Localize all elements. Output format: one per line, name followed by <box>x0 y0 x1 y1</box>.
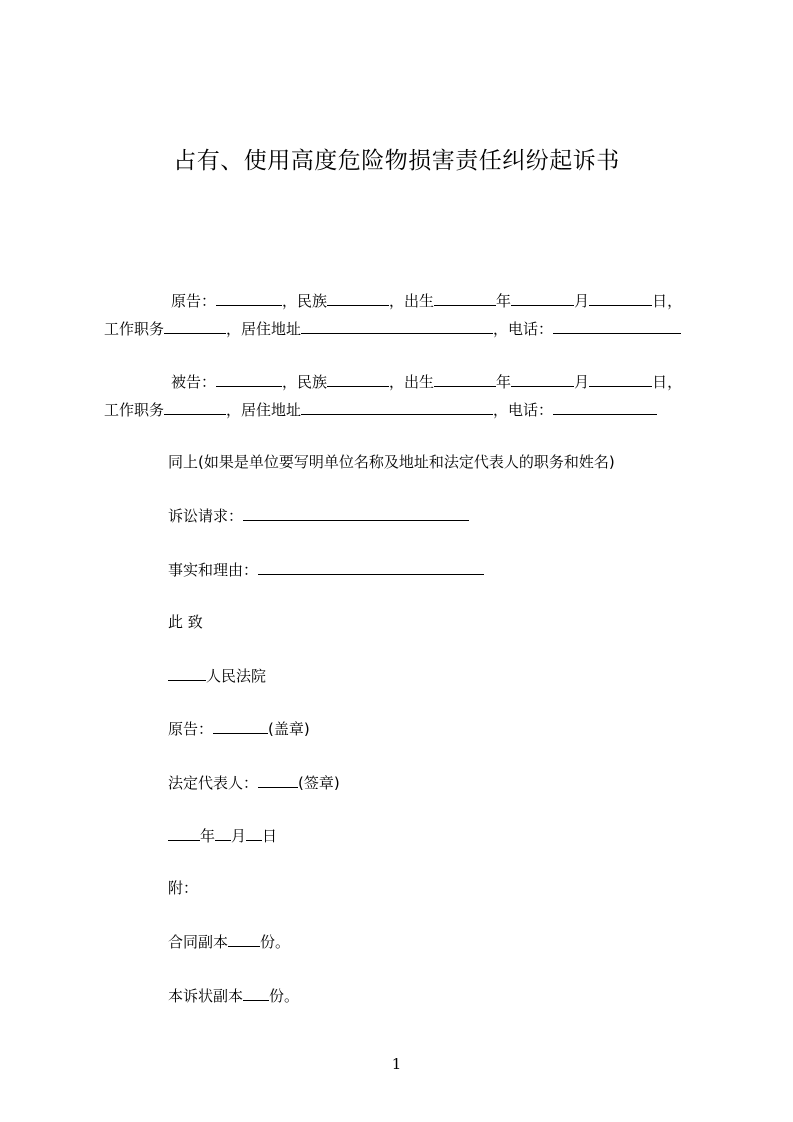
date-day-blank[interactable] <box>246 825 262 841</box>
attachment-label: 附： <box>168 879 199 897</box>
complaint-copy-label: 本诉状副本 <box>168 987 244 1005</box>
defendant-job-blank[interactable] <box>164 399 226 415</box>
plaintiff-birth-month-blank[interactable] <box>511 290 574 306</box>
contract-copy-line <box>168 931 290 952</box>
date-month-label: 月 <box>231 827 247 845</box>
sign-plaintiff-blank[interactable] <box>213 718 268 734</box>
facts-line <box>168 559 484 580</box>
plaintiff-line-2 <box>104 318 681 339</box>
court-label: 人民法院 <box>206 667 267 685</box>
plaintiff-job-label: 工作职务 <box>104 320 165 338</box>
legal-rep-blank[interactable] <box>258 772 298 788</box>
plaintiff-name-blank[interactable] <box>216 290 282 306</box>
defendant-ethnicity-blank[interactable] <box>327 371 389 387</box>
page-number: 1 <box>391 1055 402 1073</box>
sign-plaintiff-label: 原告： <box>168 720 214 738</box>
claims-label: 诉讼请求： <box>168 507 244 525</box>
legal-rep-line <box>168 772 340 793</box>
plaintiff-birth-label: ，出生 <box>389 292 435 310</box>
plaintiff-address-blank[interactable] <box>301 318 493 334</box>
defendant-job-label: 工作职务 <box>104 401 165 419</box>
defendant-birth-year-blank[interactable] <box>434 371 496 387</box>
contract-copy-label: 合同副本 <box>168 933 229 951</box>
plaintiff-job-blank[interactable] <box>164 318 226 334</box>
defendant-ethnicity-label: ，民族 <box>282 373 328 391</box>
defendant-year-label: 年 <box>496 373 512 391</box>
defendant-phone-blank[interactable] <box>553 399 657 415</box>
defendant-address-label: ，居住地址 <box>226 401 302 419</box>
note-line: 同上(如果是单位要写明单位名称及地址和法定代表人的职务和姓名) <box>168 453 615 471</box>
complaint-copy-unit: 份。 <box>269 987 300 1005</box>
contract-copy-unit: 份。 <box>260 933 291 951</box>
plaintiff-label: 原告： <box>171 292 217 310</box>
defendant-birth-month-blank[interactable] <box>511 371 574 387</box>
defendant-line-1 <box>171 371 682 392</box>
plaintiff-phone-label: ，电话： <box>493 320 554 338</box>
defendant-line-2 <box>104 399 657 420</box>
date-year-blank[interactable] <box>168 825 200 841</box>
defendant-month-label: 月 <box>574 373 590 391</box>
plaintiff-phone-blank[interactable] <box>553 318 681 334</box>
plaintiff-signature-line <box>168 718 310 739</box>
date-day-label: 日 <box>262 827 278 845</box>
defendant-phone-label: ，电话： <box>493 401 554 419</box>
legal-rep-stamp: (签章) <box>298 774 340 792</box>
plaintiff-year-label: 年 <box>496 292 512 310</box>
legal-rep-label: 法定代表人： <box>168 774 259 792</box>
defendant-birth-label: ，出生 <box>389 373 435 391</box>
sign-plaintiff-stamp: (盖章) <box>268 720 310 738</box>
plaintiff-day-label: 日， <box>652 292 683 310</box>
plaintiff-month-label: 月 <box>574 292 590 310</box>
defendant-name-blank[interactable] <box>216 371 282 387</box>
plaintiff-birth-year-blank[interactable] <box>434 290 496 306</box>
court-name-blank[interactable] <box>168 665 206 681</box>
date-year-label: 年 <box>200 827 216 845</box>
plaintiff-birth-day-blank[interactable] <box>589 290 652 306</box>
complaint-copy-count-blank[interactable] <box>243 985 269 1001</box>
defendant-day-label: 日， <box>652 373 683 391</box>
plaintiff-ethnicity-label: ，民族 <box>282 292 328 310</box>
plaintiff-ethnicity-blank[interactable] <box>327 290 389 306</box>
contract-copy-count-blank[interactable] <box>228 931 260 947</box>
defendant-birth-day-blank[interactable] <box>589 371 652 387</box>
date-month-blank[interactable] <box>215 825 231 841</box>
claims-blank[interactable] <box>243 505 469 521</box>
salutation: 此 致 <box>168 613 203 631</box>
defendant-address-blank[interactable] <box>301 399 493 415</box>
plaintiff-line-1 <box>171 290 682 311</box>
facts-blank[interactable] <box>258 559 484 575</box>
plaintiff-address-label: ，居住地址 <box>226 320 302 338</box>
document-title: 占有、使用高度危险物损害责任纠纷起诉书 <box>173 148 620 174</box>
facts-label: 事实和理由： <box>168 561 259 579</box>
defendant-label: 被告： <box>171 373 217 391</box>
complaint-copy-line <box>168 985 299 1006</box>
date-line <box>168 825 277 846</box>
court-line <box>168 665 266 686</box>
claims-line <box>168 505 469 526</box>
